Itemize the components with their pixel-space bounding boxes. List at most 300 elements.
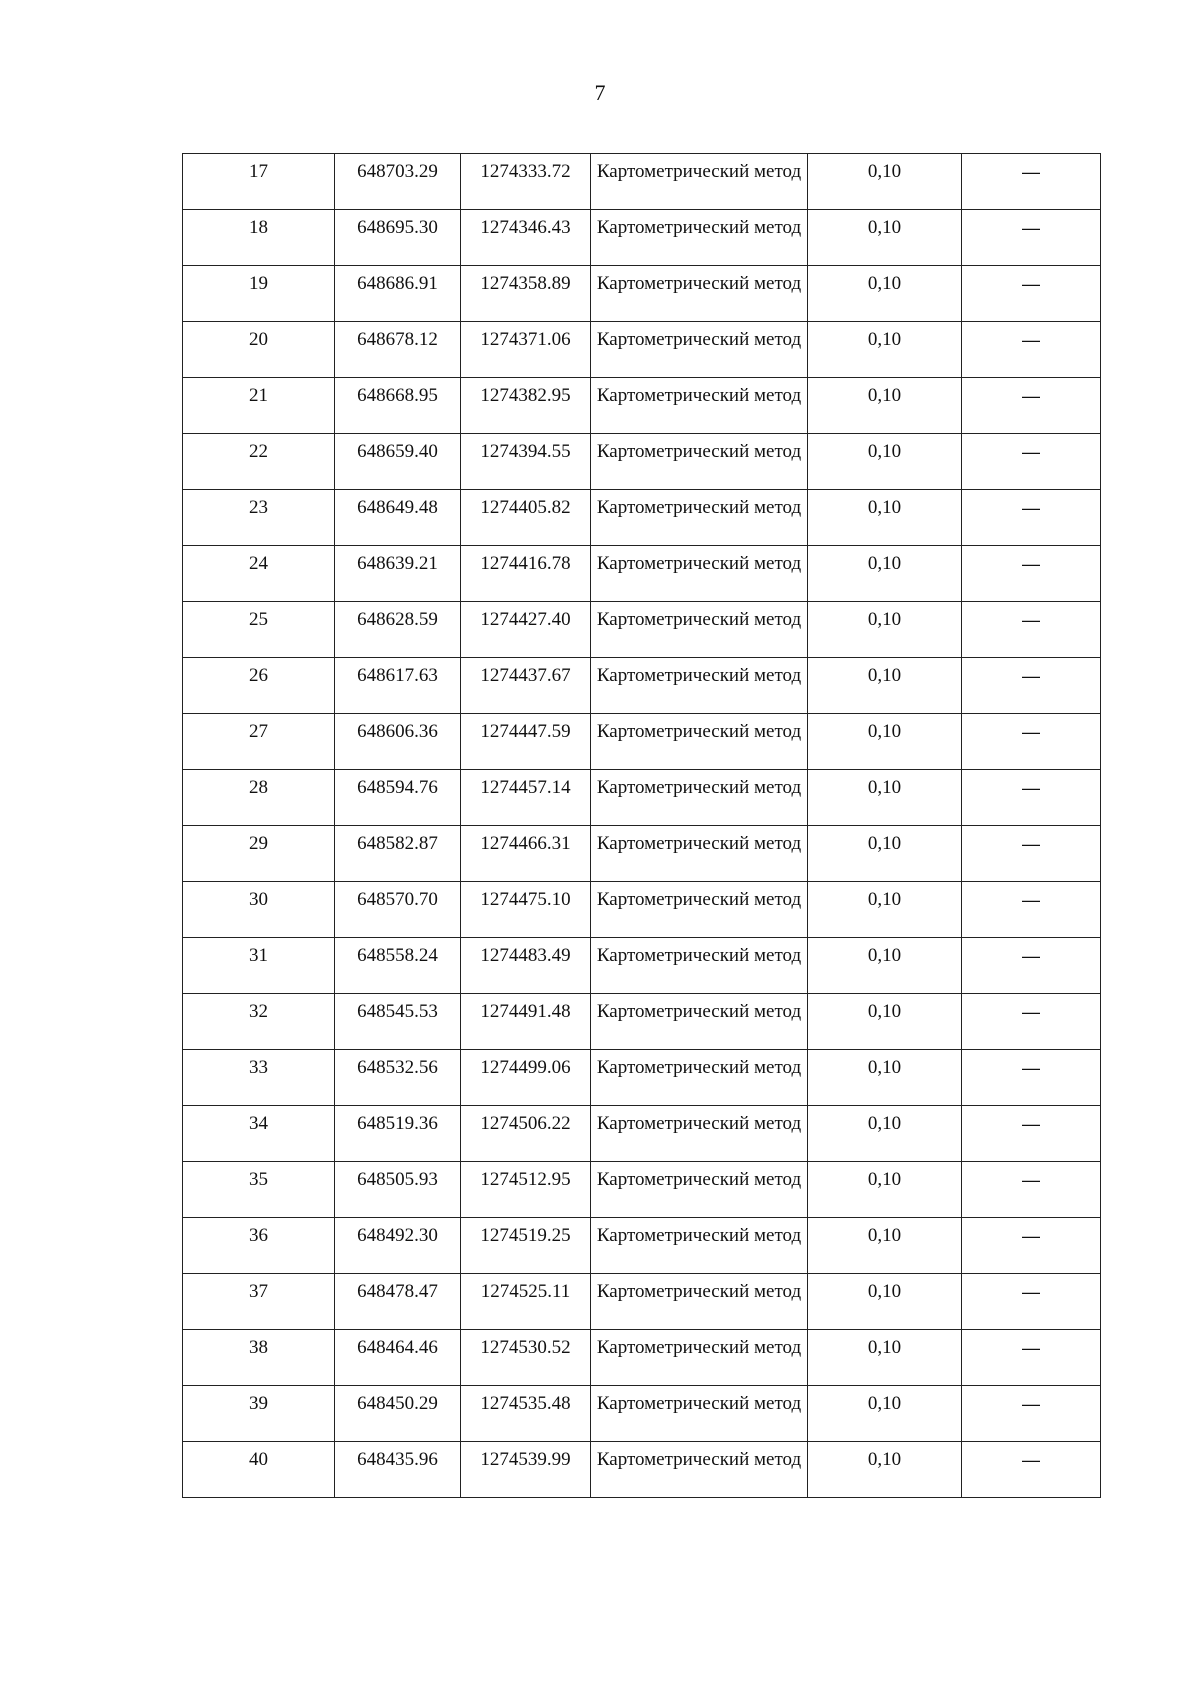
x-coordinate-cell	[335, 938, 461, 994]
accuracy-cell	[808, 826, 962, 882]
point-number-text: 18	[249, 217, 268, 238]
x-coordinate-text: 648668.95	[357, 385, 438, 406]
accuracy-cell	[808, 770, 962, 826]
table-row	[183, 434, 1101, 490]
x-coordinate-text: 648545.53	[357, 1001, 438, 1022]
note-cell	[962, 1106, 1101, 1162]
y-coordinate-cell	[461, 546, 591, 602]
point-number-text: 19	[249, 273, 268, 294]
accuracy-text: 0,10	[867, 945, 902, 966]
x-coordinate-text: 648450.29	[357, 1393, 438, 1414]
y-coordinate-text: 1274394.55	[480, 441, 571, 462]
accuracy-cell	[808, 266, 962, 322]
accuracy-text: 0,10	[867, 1337, 902, 1358]
point-number-text: 23	[249, 497, 268, 518]
x-coordinate-text: 648519.36	[357, 1113, 438, 1134]
method-text: Картометрический метод	[596, 441, 802, 462]
accuracy-cell	[808, 490, 962, 546]
accuracy-text: 0,10	[867, 1169, 902, 1190]
y-coordinate-text: 1274466.31	[480, 833, 571, 854]
note-cell	[962, 490, 1101, 546]
table-row	[183, 1162, 1101, 1218]
y-coordinate-cell	[461, 826, 591, 882]
accuracy-text: 0,10	[867, 1057, 902, 1078]
point-number-text: 40	[249, 1449, 268, 1470]
x-coordinate-text: 648435.96	[357, 1449, 438, 1470]
accuracy-text: 0,10	[867, 553, 902, 574]
accuracy-text: 0,10	[867, 609, 902, 630]
method-cell	[591, 154, 808, 210]
x-coordinate-text: 648464.46	[357, 1337, 438, 1358]
point-number-text: 28	[249, 777, 268, 798]
y-coordinate-cell	[461, 1274, 591, 1330]
method-cell	[591, 1386, 808, 1442]
accuracy-text: 0,10	[867, 1393, 902, 1414]
point-number-cell	[183, 1218, 335, 1274]
note-text: —	[1022, 1114, 1040, 1134]
y-coordinate-text: 1274512.95	[480, 1169, 571, 1190]
table-row	[183, 322, 1101, 378]
y-coordinate-cell	[461, 378, 591, 434]
point-number-text: 17	[249, 161, 268, 182]
accuracy-cell	[808, 378, 962, 434]
note-text: —	[1022, 778, 1040, 798]
accuracy-cell	[808, 322, 962, 378]
x-coordinate-text: 648678.12	[357, 329, 438, 350]
method-cell	[591, 1050, 808, 1106]
y-coordinate-text: 1274499.06	[480, 1057, 571, 1078]
y-coordinate-text: 1274491.48	[480, 1001, 571, 1022]
method-cell	[591, 658, 808, 714]
y-coordinate-cell	[461, 266, 591, 322]
note-text: —	[1022, 1394, 1040, 1414]
note-text: —	[1022, 610, 1040, 630]
x-coordinate-text: 648594.76	[357, 777, 438, 798]
x-coordinate-text: 648478.47	[357, 1281, 438, 1302]
x-coordinate-cell	[335, 1218, 461, 1274]
accuracy-text: 0,10	[867, 497, 902, 518]
x-coordinate-cell	[335, 154, 461, 210]
x-coordinate-cell	[335, 1274, 461, 1330]
x-coordinate-text: 648703.29	[357, 161, 438, 182]
y-coordinate-text: 1274457.14	[480, 777, 571, 798]
method-text: Картометрический метод	[596, 665, 802, 686]
method-cell	[591, 714, 808, 770]
note-cell	[962, 1442, 1101, 1498]
point-number-cell	[183, 602, 335, 658]
method-cell	[591, 770, 808, 826]
method-cell	[591, 546, 808, 602]
note-cell	[962, 994, 1101, 1050]
accuracy-cell	[808, 1274, 962, 1330]
point-number-cell	[183, 1050, 335, 1106]
method-cell	[591, 938, 808, 994]
note-text: —	[1022, 218, 1040, 238]
point-number-cell	[183, 434, 335, 490]
note-text: —	[1022, 1338, 1040, 1358]
note-text: —	[1022, 1170, 1040, 1190]
y-coordinate-text: 1274475.10	[480, 889, 571, 910]
table-row	[183, 1218, 1101, 1274]
point-number-text: 30	[249, 889, 268, 910]
method-cell	[591, 490, 808, 546]
method-cell	[591, 1274, 808, 1330]
accuracy-cell	[808, 210, 962, 266]
table-row	[183, 1050, 1101, 1106]
note-cell	[962, 658, 1101, 714]
point-number-cell	[183, 1330, 335, 1386]
point-number-text: 36	[249, 1225, 268, 1246]
note-cell	[962, 770, 1101, 826]
table-row	[183, 490, 1101, 546]
accuracy-cell	[808, 1050, 962, 1106]
y-coordinate-text: 1274405.82	[480, 497, 571, 518]
method-cell	[591, 1218, 808, 1274]
x-coordinate-cell	[335, 378, 461, 434]
method-text: Картометрический метод	[596, 1113, 802, 1134]
note-text: —	[1022, 442, 1040, 462]
method-cell	[591, 994, 808, 1050]
method-text: Картометрический метод	[596, 1393, 802, 1414]
x-coordinate-cell	[335, 1442, 461, 1498]
accuracy-cell	[808, 882, 962, 938]
x-coordinate-cell	[335, 1162, 461, 1218]
x-coordinate-cell	[335, 882, 461, 938]
x-coordinate-text: 648532.56	[357, 1057, 438, 1078]
point-number-cell	[183, 658, 335, 714]
table-row	[183, 1106, 1101, 1162]
point-number-text: 21	[249, 385, 268, 406]
point-number-text: 22	[249, 441, 268, 462]
point-number-text: 37	[249, 1281, 268, 1302]
accuracy-cell	[808, 1386, 962, 1442]
point-number-text: 35	[249, 1169, 268, 1190]
point-number-text: 25	[249, 609, 268, 630]
accuracy-text: 0,10	[867, 1001, 902, 1022]
method-text: Картометрический метод	[596, 833, 802, 854]
y-coordinate-cell	[461, 714, 591, 770]
accuracy-cell	[808, 994, 962, 1050]
accuracy-cell	[808, 1162, 962, 1218]
method-text: Картометрический метод	[596, 1449, 802, 1470]
point-number-text: 27	[249, 721, 268, 742]
x-coordinate-text: 648639.21	[357, 553, 438, 574]
point-number-text: 39	[249, 1393, 268, 1414]
method-text: Картометрический метод	[596, 329, 802, 350]
method-text: Картометрический метод	[596, 1169, 802, 1190]
point-number-text: 33	[249, 1057, 268, 1078]
point-number-cell	[183, 770, 335, 826]
method-text: Картометрический метод	[596, 777, 802, 798]
method-text: Картометрический метод	[596, 217, 802, 238]
accuracy-text: 0,10	[867, 161, 902, 182]
point-number-cell	[183, 1106, 335, 1162]
point-number-cell	[183, 266, 335, 322]
x-coordinate-cell	[335, 770, 461, 826]
method-text: Картометрический метод	[596, 161, 802, 182]
point-number-cell	[183, 938, 335, 994]
x-coordinate-text: 648558.24	[357, 945, 438, 966]
point-number-cell	[183, 882, 335, 938]
y-coordinate-cell	[461, 882, 591, 938]
table-row	[183, 602, 1101, 658]
table-row	[183, 378, 1101, 434]
x-coordinate-text: 648659.40	[357, 441, 438, 462]
x-coordinate-cell	[335, 1386, 461, 1442]
y-coordinate-text: 1274447.59	[480, 721, 571, 742]
method-cell	[591, 882, 808, 938]
x-coordinate-text: 648606.36	[357, 721, 438, 742]
method-text: Картометрический метод	[596, 609, 802, 630]
y-coordinate-text: 1274530.52	[480, 1337, 571, 1358]
accuracy-text: 0,10	[867, 833, 902, 854]
point-number-cell	[183, 546, 335, 602]
y-coordinate-cell	[461, 1050, 591, 1106]
x-coordinate-cell	[335, 994, 461, 1050]
note-cell	[962, 1274, 1101, 1330]
table-row	[183, 1274, 1101, 1330]
point-number-cell	[183, 826, 335, 882]
accuracy-cell	[808, 714, 962, 770]
y-coordinate-text: 1274506.22	[480, 1113, 571, 1134]
accuracy-text: 0,10	[867, 441, 902, 462]
y-coordinate-text: 1274525.11	[480, 1281, 571, 1302]
method-cell	[591, 266, 808, 322]
note-cell	[962, 1218, 1101, 1274]
y-coordinate-text: 1274346.43	[480, 217, 571, 238]
table-row	[183, 1330, 1101, 1386]
note-cell	[962, 826, 1101, 882]
method-cell	[591, 602, 808, 658]
note-cell	[962, 1162, 1101, 1218]
accuracy-cell	[808, 1330, 962, 1386]
note-cell	[962, 1050, 1101, 1106]
method-cell	[591, 1442, 808, 1498]
point-number-text: 29	[249, 833, 268, 854]
note-text: —	[1022, 330, 1040, 350]
table-row	[183, 770, 1101, 826]
accuracy-text: 0,10	[867, 1225, 902, 1246]
accuracy-text: 0,10	[867, 665, 902, 686]
accuracy-cell	[808, 1442, 962, 1498]
method-text: Картометрический метод	[596, 553, 802, 574]
note-text: —	[1022, 722, 1040, 742]
method-cell	[591, 1330, 808, 1386]
y-coordinate-cell	[461, 1162, 591, 1218]
point-number-cell	[183, 1162, 335, 1218]
x-coordinate-cell	[335, 1106, 461, 1162]
table-row	[183, 826, 1101, 882]
note-cell	[962, 714, 1101, 770]
x-coordinate-cell	[335, 546, 461, 602]
point-number-cell	[183, 210, 335, 266]
coordinates-table-body	[183, 154, 1101, 1498]
point-number-text: 20	[249, 329, 268, 350]
point-number-text: 26	[249, 665, 268, 686]
point-number-cell	[183, 714, 335, 770]
method-cell	[591, 378, 808, 434]
note-text: —	[1022, 498, 1040, 518]
y-coordinate-cell	[461, 938, 591, 994]
method-text: Картометрический метод	[596, 1057, 802, 1078]
x-coordinate-text: 648492.30	[357, 1225, 438, 1246]
table-row	[183, 882, 1101, 938]
note-text: —	[1022, 1450, 1040, 1470]
note-text: —	[1022, 946, 1040, 966]
method-text: Картометрический метод	[596, 497, 802, 518]
accuracy-cell	[808, 1106, 962, 1162]
accuracy-cell	[808, 546, 962, 602]
accuracy-cell	[808, 434, 962, 490]
y-coordinate-cell	[461, 770, 591, 826]
method-cell	[591, 1162, 808, 1218]
table-row	[183, 266, 1101, 322]
point-number-text: 38	[249, 1337, 268, 1358]
note-text: —	[1022, 274, 1040, 294]
x-coordinate-cell	[335, 490, 461, 546]
point-number-cell	[183, 378, 335, 434]
point-number-text: 32	[249, 1001, 268, 1022]
point-number-text: 31	[249, 945, 268, 966]
y-coordinate-cell	[461, 602, 591, 658]
note-cell	[962, 602, 1101, 658]
point-number-cell	[183, 154, 335, 210]
note-cell	[962, 322, 1101, 378]
table-row	[183, 938, 1101, 994]
x-coordinate-text: 648686.91	[357, 273, 438, 294]
point-number-cell	[183, 322, 335, 378]
y-coordinate-text: 1274535.48	[480, 1393, 571, 1414]
note-cell	[962, 434, 1101, 490]
y-coordinate-cell	[461, 434, 591, 490]
accuracy-text: 0,10	[867, 1281, 902, 1302]
note-cell	[962, 882, 1101, 938]
y-coordinate-cell	[461, 1106, 591, 1162]
y-coordinate-text: 1274371.06	[480, 329, 571, 350]
note-text: —	[1022, 162, 1040, 182]
method-text: Картометрический метод	[596, 273, 802, 294]
table-row	[183, 658, 1101, 714]
y-coordinate-text: 1274519.25	[480, 1225, 571, 1246]
note-text: —	[1022, 1002, 1040, 1022]
note-text: —	[1022, 386, 1040, 406]
x-coordinate-text: 648582.87	[357, 833, 438, 854]
y-coordinate-text: 1274333.72	[480, 161, 571, 182]
x-coordinate-cell	[335, 266, 461, 322]
coordinates-table	[182, 153, 1101, 1498]
accuracy-cell	[808, 658, 962, 714]
method-cell	[591, 1106, 808, 1162]
page-number: 7	[594, 80, 606, 105]
point-number-cell	[183, 1386, 335, 1442]
method-text: Картометрический метод	[596, 1281, 802, 1302]
x-coordinate-cell	[335, 1330, 461, 1386]
note-text: —	[1022, 666, 1040, 686]
y-coordinate-cell	[461, 994, 591, 1050]
accuracy-text: 0,10	[867, 1113, 902, 1134]
accuracy-text: 0,10	[867, 385, 902, 406]
method-text: Картометрический метод	[596, 1337, 802, 1358]
accuracy-cell	[808, 602, 962, 658]
point-number-text: 34	[249, 1113, 268, 1134]
y-coordinate-cell	[461, 1218, 591, 1274]
point-number-cell	[183, 490, 335, 546]
accuracy-text: 0,10	[867, 273, 902, 294]
note-text: —	[1022, 554, 1040, 574]
method-text: Картометрический метод	[596, 385, 802, 406]
note-text: —	[1022, 890, 1040, 910]
note-text: —	[1022, 1058, 1040, 1078]
accuracy-cell	[808, 154, 962, 210]
table-row	[183, 546, 1101, 602]
accuracy-text: 0,10	[867, 889, 902, 910]
accuracy-text: 0,10	[867, 329, 902, 350]
method-cell	[591, 210, 808, 266]
accuracy-cell	[808, 938, 962, 994]
y-coordinate-cell	[461, 490, 591, 546]
method-cell	[591, 322, 808, 378]
note-cell	[962, 1386, 1101, 1442]
table-row	[183, 994, 1101, 1050]
x-coordinate-cell	[335, 210, 461, 266]
note-cell	[962, 378, 1101, 434]
y-coordinate-cell	[461, 658, 591, 714]
x-coordinate-cell	[335, 1050, 461, 1106]
x-coordinate-text: 648695.30	[357, 217, 438, 238]
y-coordinate-cell	[461, 1442, 591, 1498]
note-cell	[962, 938, 1101, 994]
note-text: —	[1022, 1226, 1040, 1246]
note-cell	[962, 210, 1101, 266]
x-coordinate-cell	[335, 714, 461, 770]
method-text: Картометрический метод	[596, 1225, 802, 1246]
x-coordinate-cell	[335, 434, 461, 490]
y-coordinate-text: 1274427.40	[480, 609, 571, 630]
accuracy-text: 0,10	[867, 777, 902, 798]
x-coordinate-cell	[335, 322, 461, 378]
method-text: Картометрический метод	[596, 889, 802, 910]
method-cell	[591, 434, 808, 490]
note-cell	[962, 266, 1101, 322]
point-number-text: 24	[249, 553, 268, 574]
method-text: Картометрический метод	[596, 945, 802, 966]
table-row	[183, 714, 1101, 770]
y-coordinate-cell	[461, 1386, 591, 1442]
y-coordinate-cell	[461, 1330, 591, 1386]
point-number-cell	[183, 1442, 335, 1498]
note-text: —	[1022, 834, 1040, 854]
method-text: Картометрический метод	[596, 721, 802, 742]
y-coordinate-cell	[461, 322, 591, 378]
method-text: Картометрический метод	[596, 1001, 802, 1022]
y-coordinate-cell	[461, 154, 591, 210]
x-coordinate-text: 648649.48	[357, 497, 438, 518]
x-coordinate-text: 648505.93	[357, 1169, 438, 1190]
note-text: —	[1022, 1282, 1040, 1302]
table-row	[183, 1442, 1101, 1498]
point-number-cell	[183, 1274, 335, 1330]
point-number-cell	[183, 994, 335, 1050]
note-cell	[962, 1330, 1101, 1386]
table-row	[183, 154, 1101, 210]
note-cell	[962, 546, 1101, 602]
table-row	[183, 1386, 1101, 1442]
table-row	[183, 210, 1101, 266]
y-coordinate-text: 1274416.78	[480, 553, 571, 574]
method-cell	[591, 826, 808, 882]
x-coordinate-cell	[335, 658, 461, 714]
x-coordinate-text: 648617.63	[357, 665, 438, 686]
